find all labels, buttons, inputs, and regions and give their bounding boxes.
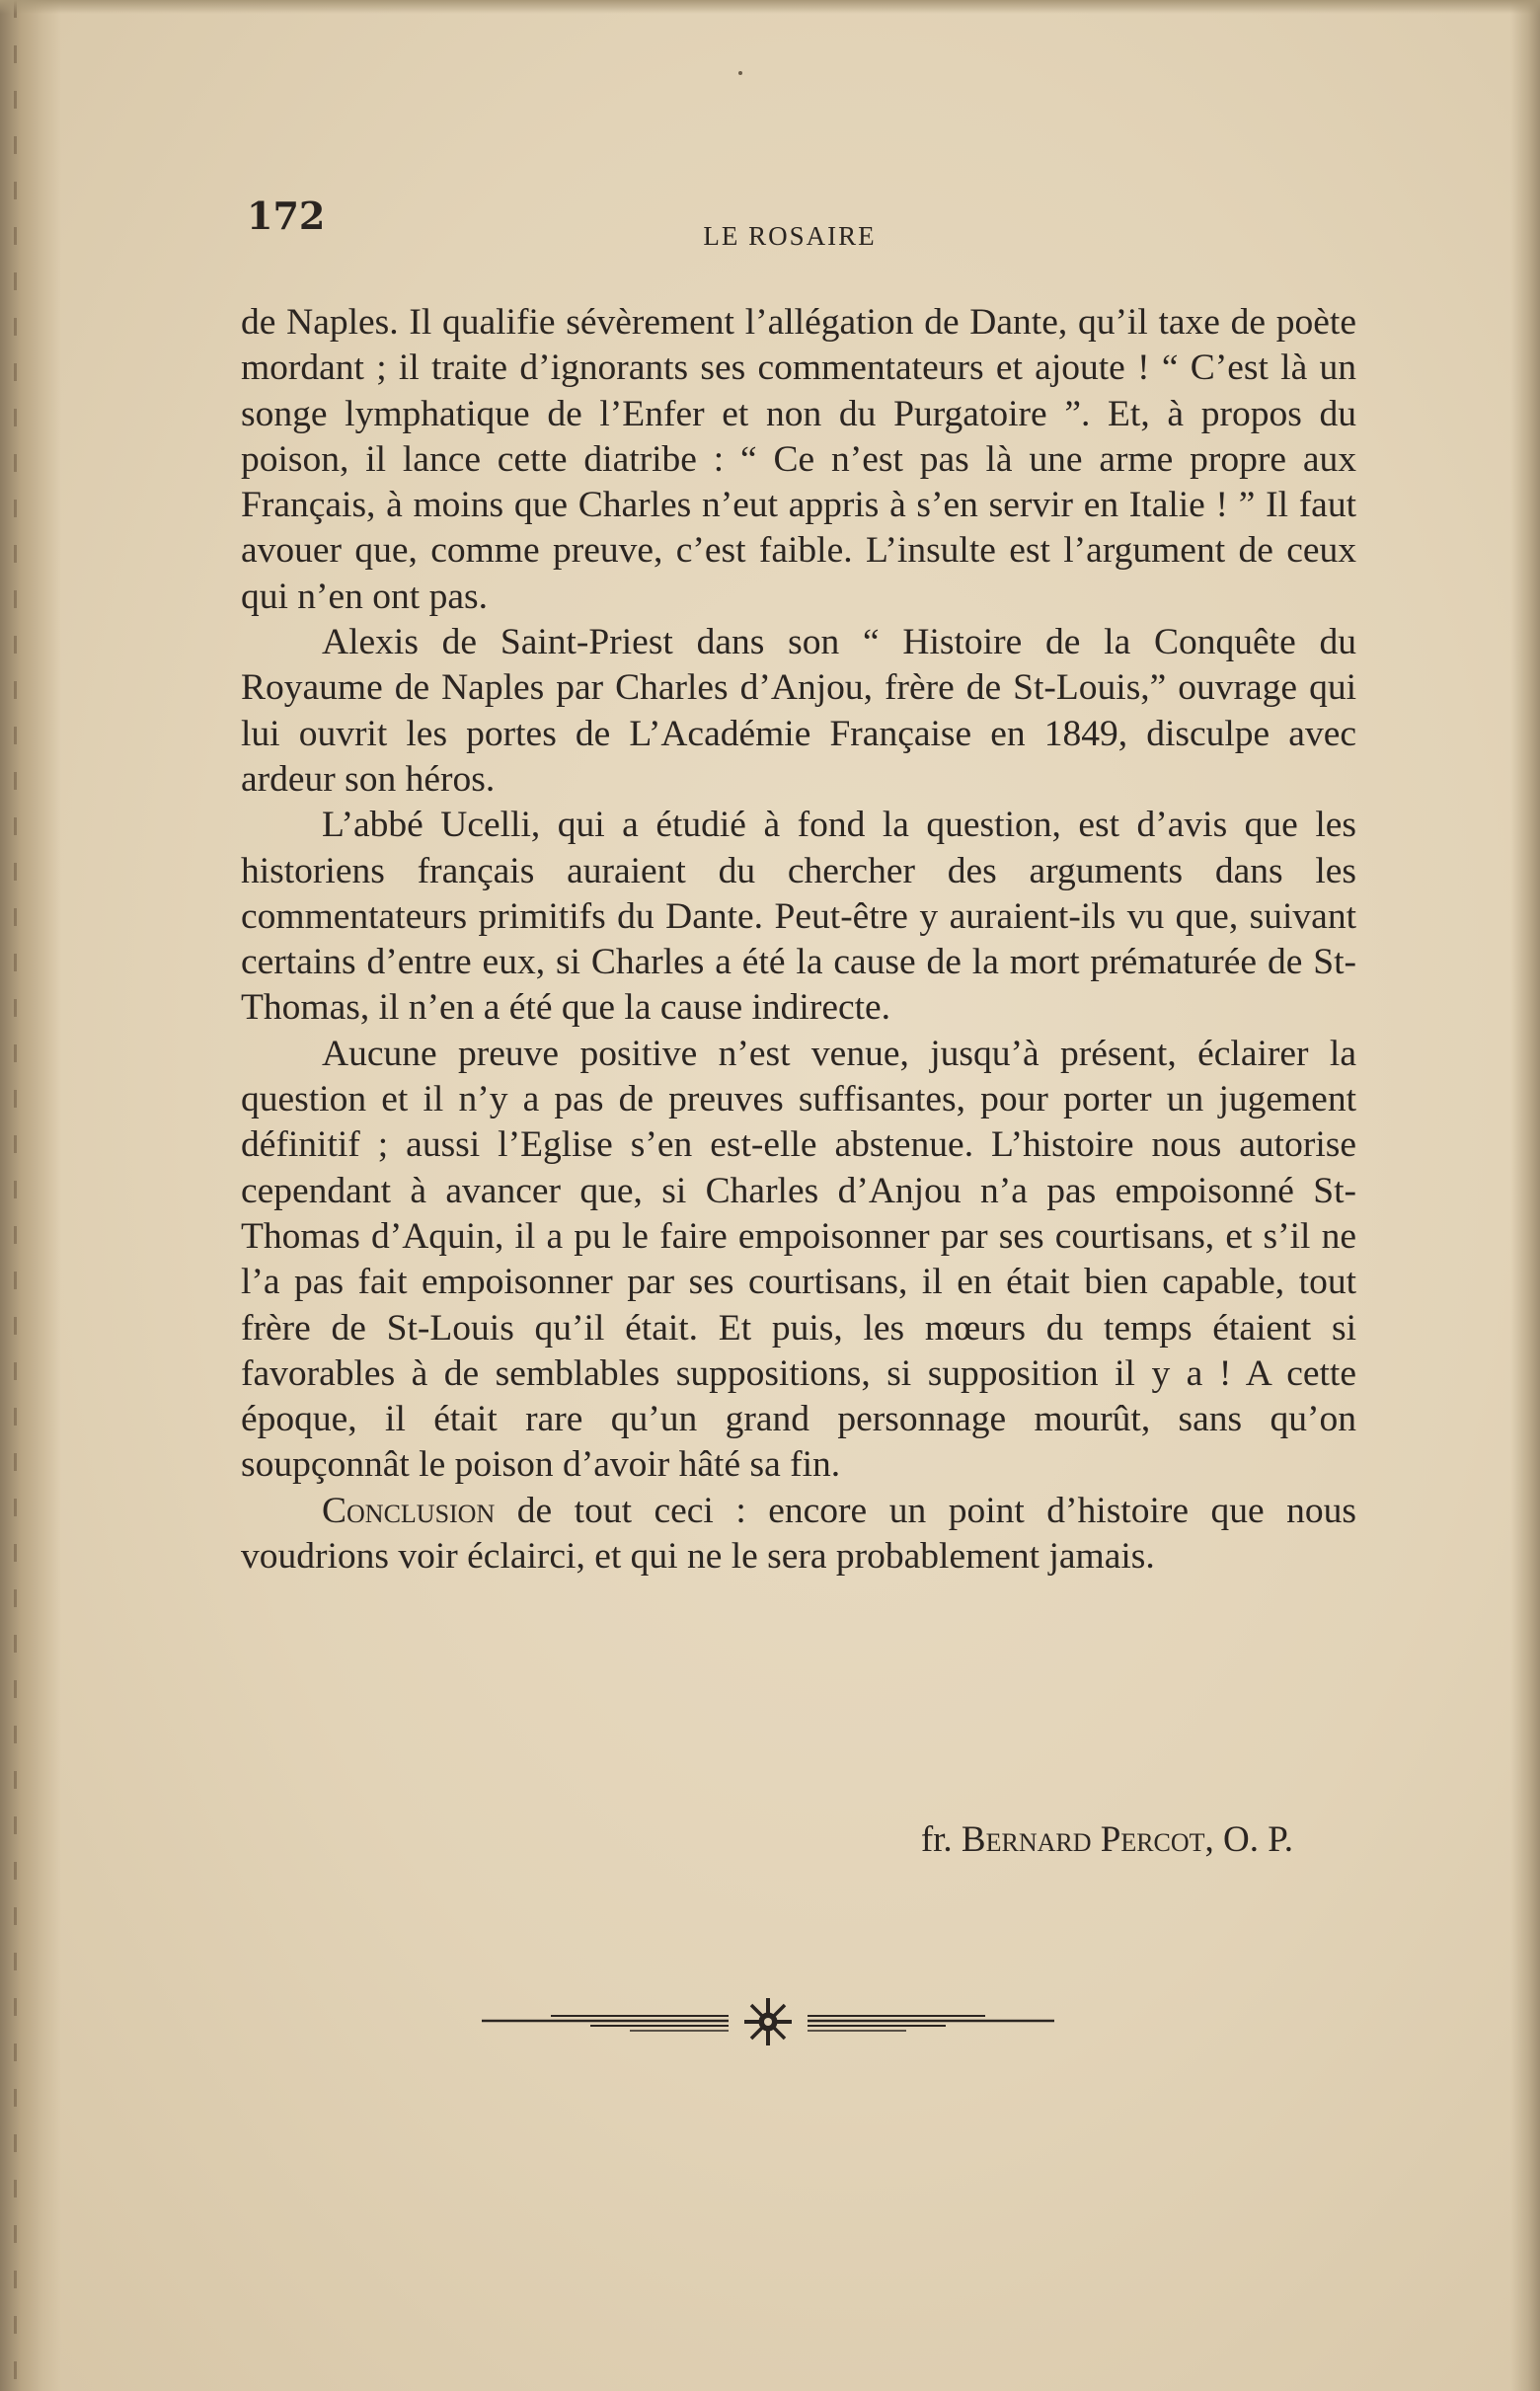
paragraph: L’abbé Ucelli, qui a étudié à fond la question, est d’avis que les historiens français auraient du chercher des arguments dans les commentateurs primitifs du Dante. Peut-être y auraient-ils vu que, suivant certains d’entre eux, si Charles a été la cause de la mort prématurée de St-Thomas, il n’en a été que la cause indirecte. xyxy=(241,805,1356,1029)
page-binding-edge xyxy=(0,0,61,2391)
paragraph: de Naples. Il qualifie sévèrement l’allégation de Dante, qu’il taxe de poète mordant ; il traite d’ignorants ses commentateurs et ajoute ! “ C’est là un songe lymphatique de l’Enfer et non du Purgatoire ”. Et, à propos du poison, il lance cette diatribe : “ Ce n’est pas là une arme propre aux Français, à moins que Charles n’eut appris à s’en servir en Italie ! ” Il faut avouer que, comme preuve, c’est faible. L’insulte est l’argument de ceux qui n’en ont pas. xyxy=(241,302,1356,617)
conclusion-paragraph xyxy=(241,1489,1356,1581)
author-signature xyxy=(921,1818,1293,1861)
page-number: 172 xyxy=(247,193,326,238)
paragraph: Aucune preuve positive n’est venue, jusqu’à présent, éclairer la question et il n’y a pas de preuves suffisantes, pour porter un jugement définitif ; aussi l’Eglise s’en est-elle abstenue. L’histoire nous autorise cependant à avancer que, si Charles d’Anjou n’a pas empoisonné St-Thomas d’Aquin, il a pu le faire empoisonner par ses courtisans, et s’il ne l’a pas fait empoisonner par ses courtisans, il en était bien capable, tout frère de St-Louis qu’il était. Et puis, les mœurs du temps étaient si favorables à de semblables suppositions, si supposition il y a ! A cette époque, il était rare qu’un grand personnage mourût, sans qu’on soupçonnât le poison d’avoir hâté sa fin. xyxy=(241,1033,1356,1486)
body-text xyxy=(241,300,1356,1580)
running-head: LE ROSAIRE xyxy=(703,221,877,251)
signature-name: Bernard Percot, O. P. xyxy=(961,1819,1293,1860)
paragraph: Alexis de Saint-Priest dans son “ Histoire de la Conquête du Royaume de Naples par Charles d’Anjou, frère de St-Louis,” ouvrage qui lui ouvrit les portes de L’Académie Française en 1849, disculpe avec ardeur son héros. xyxy=(241,622,1356,800)
paper-speck xyxy=(738,71,742,75)
page-right-edge xyxy=(1510,0,1540,2391)
conclusion-lead: Conclusion xyxy=(322,1490,496,1531)
signature-prefix: fr. xyxy=(920,1819,962,1860)
conclusion-text: de tout ceci : encore un point d’histoire que nous voudrions voir éclairci, et qui ne le sera probablement jamais. xyxy=(241,1490,1356,1578)
tailpiece-ornament-icon xyxy=(482,1994,1054,2053)
page-top-edge xyxy=(0,0,1540,14)
